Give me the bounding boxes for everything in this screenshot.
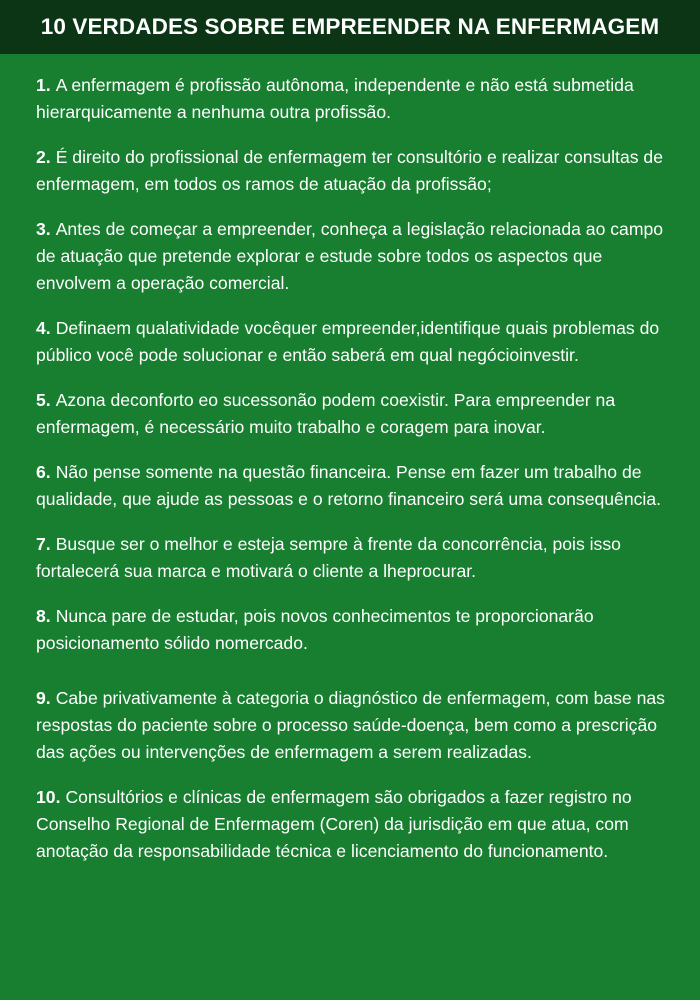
item-number: 4. <box>36 318 51 338</box>
item-text: Azona deconforto eo sucessonão podem coexistir. Para empreender na enfermagem, é necessário muito trabalho e coragem para inovar. <box>36 390 616 437</box>
item-number: 7. <box>36 534 51 554</box>
item-number: 9. <box>36 688 51 708</box>
item-number: 6. <box>36 462 51 482</box>
item-text: Antes de começar a empreender, conheça a legislação relacionada ao campo de atuação que pretende explorar e estude sobre todos os aspectos que envolvem a operação comercial. <box>36 219 664 293</box>
item-number: 2. <box>36 147 51 167</box>
item-text: É direito do profissional de enfermagem ter consultório e realizar consultas de enfermagem, em todos os ramos de atuação da profissão; <box>36 147 663 194</box>
item-text: A enfermagem é profissão autônoma, independente e não está submetida hierarquicamente a nenhuma outra profissão. <box>36 75 634 122</box>
item-number: 8. <box>36 606 51 626</box>
item-text: Não pense somente na questão financeira. Pense em fazer um trabalho de qualidade, que ajude as pessoas e o retorno financeiro será uma consequência. <box>36 462 661 509</box>
item-text: Cabe privativamente à categoria o diagnóstico de enfermagem, com base nas respostas do paciente sobre o processo saúde-doença, bem como a prescrição das ações ou intervenções de enfermagem a serem realizadas. <box>36 688 665 762</box>
item-text: Consultórios e clínicas de enfermagem são obrigados a fazer registro no Conselho Regional de Enfermagem (Coren) da jurisdição em que atua, com anotação da responsabilidade técnica e licenciamento do funcionamento. <box>36 787 632 861</box>
item-number: 10. <box>36 787 61 807</box>
list-item-7 <box>36 531 676 585</box>
list-item-8 <box>36 603 676 657</box>
list-item-2 <box>36 144 676 198</box>
truths-list <box>36 72 676 865</box>
list-item-6 <box>36 459 676 513</box>
item-number: 3. <box>36 219 51 239</box>
item-number: 5. <box>36 390 51 410</box>
page-title: 10 VERDADES SOBRE EMPREENDER NA ENFERMAGEM <box>40 14 660 39</box>
list-item-9 <box>36 685 676 766</box>
item-text: Definaem qualatividade vocêquer empreender,identifique quais problemas do público você pode solucionar e então saberá em qual negócioinvestir. <box>36 318 660 365</box>
title-banner <box>0 0 700 54</box>
item-text: Busque ser o melhor e esteja sempre à frente da concorrência, pois isso fortalecerá sua marca e motivará o cliente a lheprocurar. <box>36 534 621 581</box>
list-item-1 <box>36 72 676 126</box>
list-item-10 <box>36 784 676 865</box>
list-item-3 <box>36 216 676 297</box>
list-item-4 <box>36 315 676 369</box>
item-text: Nunca pare de estudar, pois novos conhecimentos te proporcionarão posicionamento sólido nomercado. <box>36 606 594 653</box>
item-number: 1. <box>36 75 51 95</box>
list-item-5 <box>36 387 676 441</box>
